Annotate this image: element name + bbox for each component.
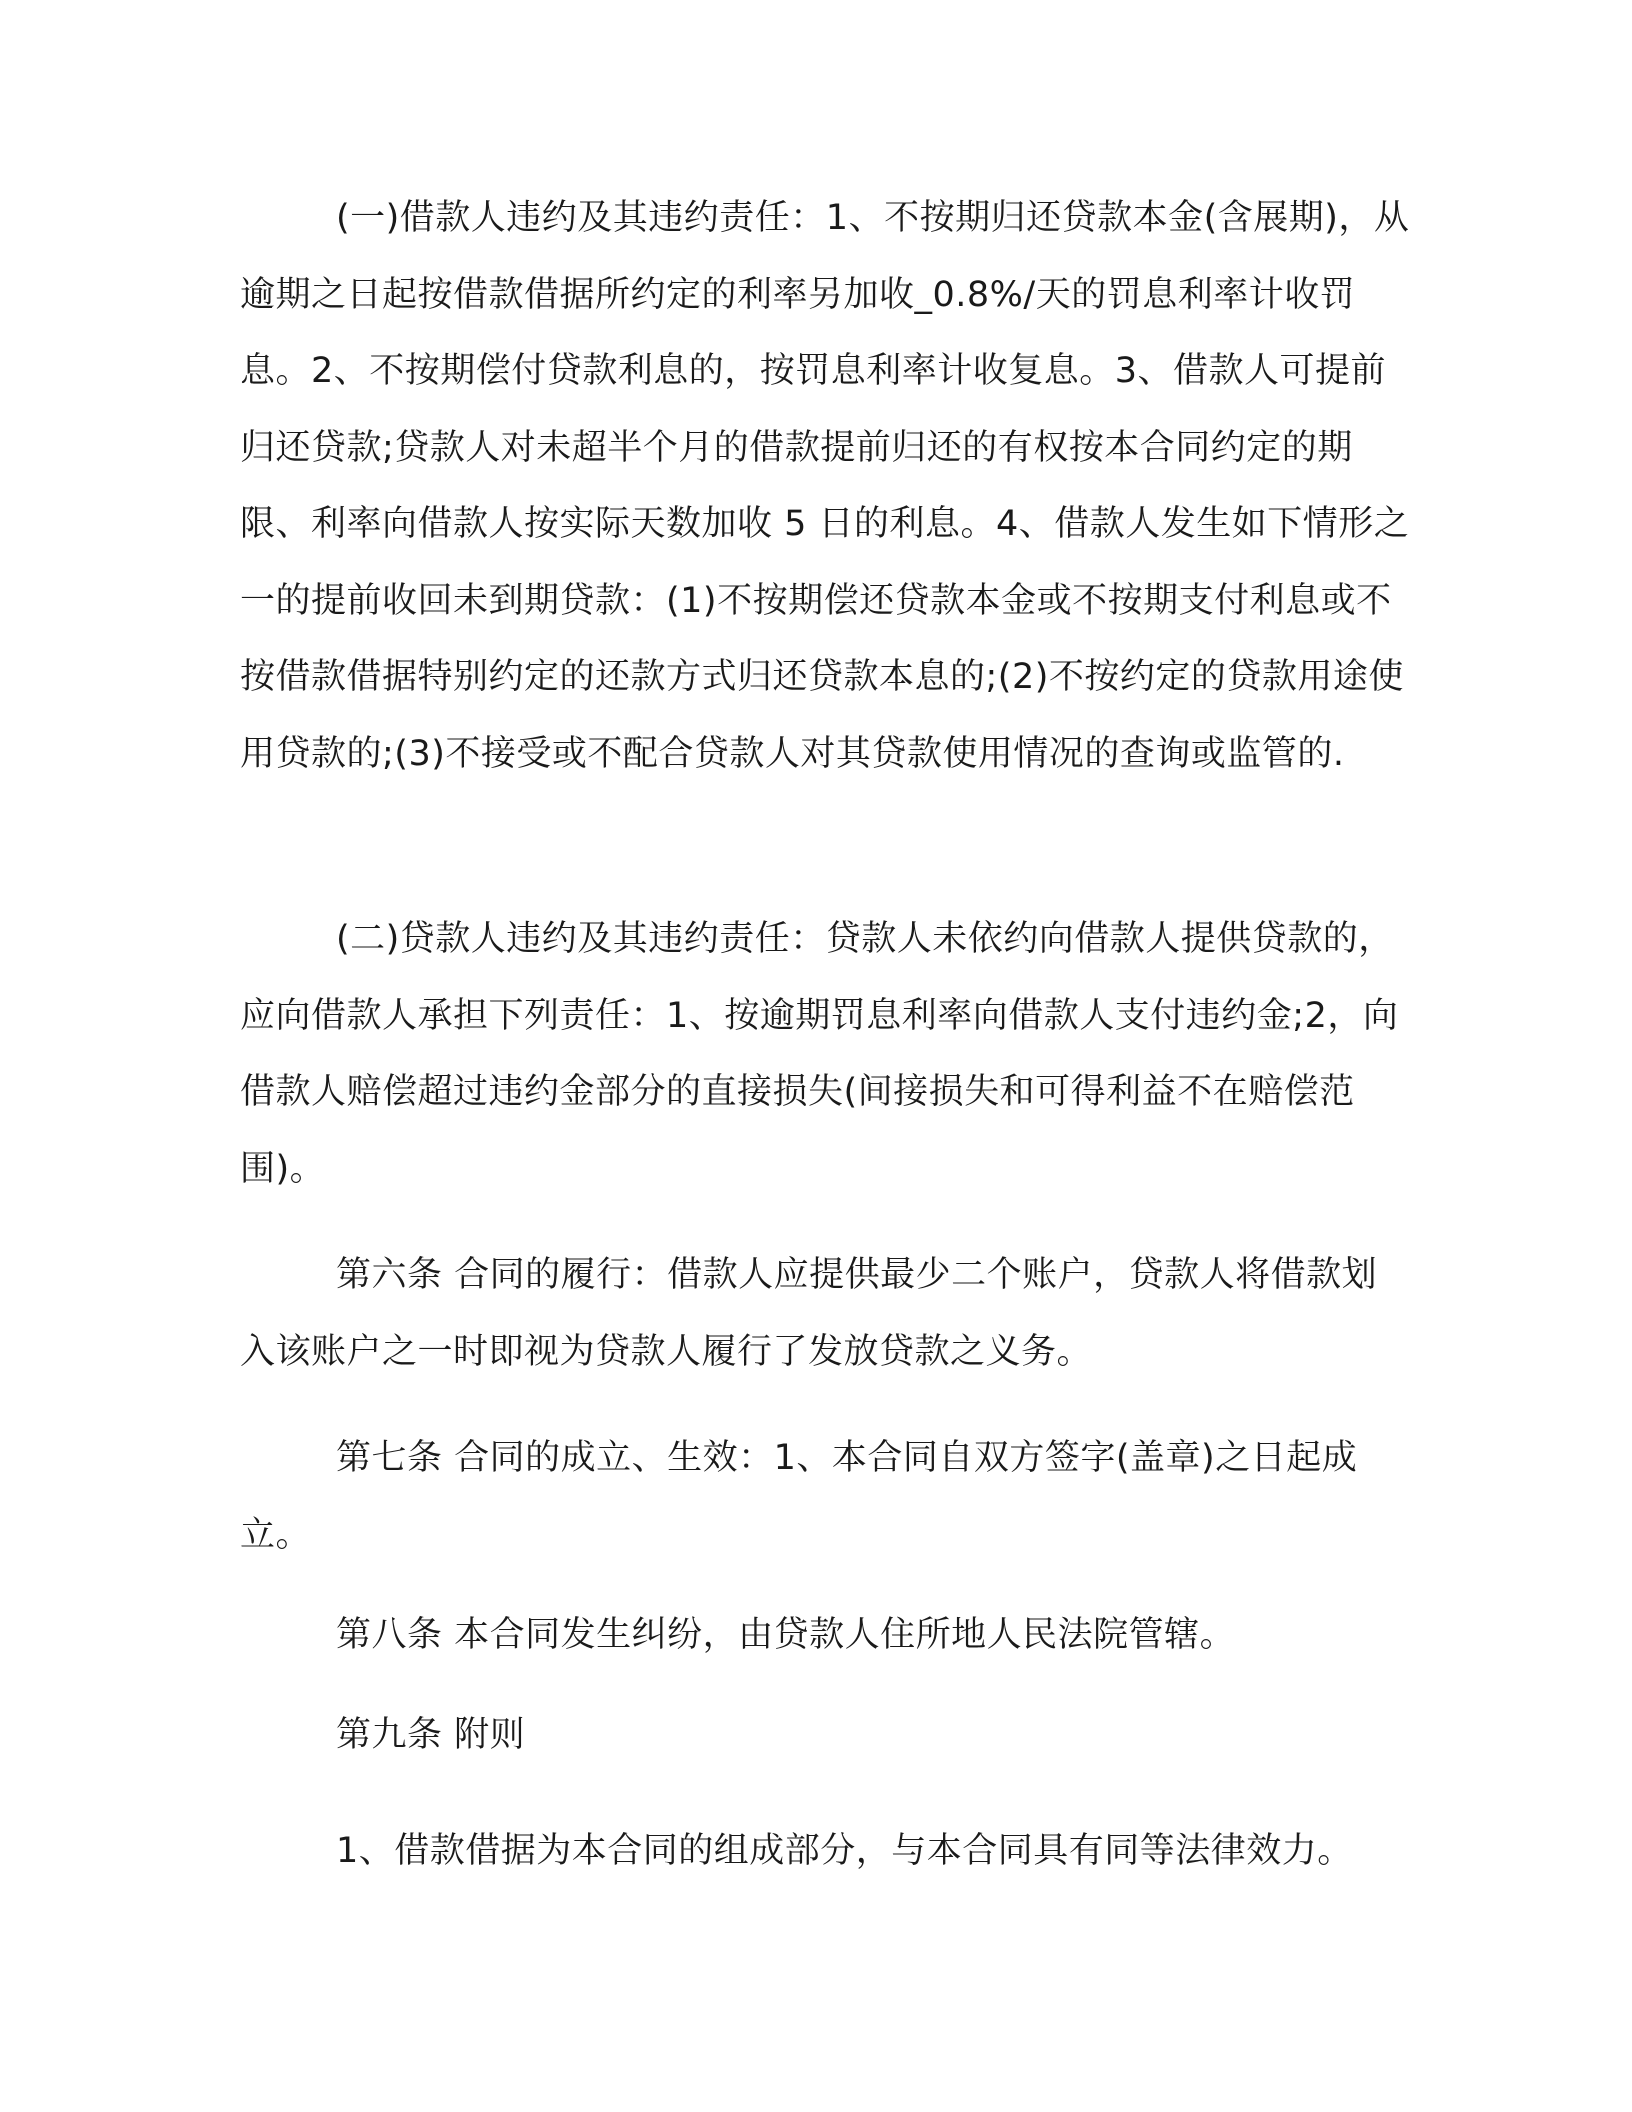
paragraph-lender-default-liability: (二)贷款人违约及其违约责任：贷款人未依约向借款人提供贷款的，应向借款人承担下列责任：1、按逾期罚息利率向借款人支付违约金;2，向借款人赔偿超过违约金部分的直接损失(间接损失和可得利益不在赔偿范围)。 xyxy=(240,919,1399,1189)
paragraph-borrower-default-liability: (一)借款人违约及其违约责任：1、不按期归还贷款本金(含展期)，从逾期之日起按借款借据所约定的利率另加收_0.8%/天的罚息利率计收罚息。2、不按期偿付贷款利息的，按罚息利率计收复息。3、借款人可提前归还贷款;贷款人对未超半个月的借款提前归还的有权按本合同约定的期限、利率向借款人按实际天数加收 5 日的利息。4、借款人发生如下情形之一的提前收回未到期贷款：(1)不按期偿还贷款本金或不按期支付利息或不按借款借据特别约定的还款方式归还贷款本息的;(2)不按约定的贷款用途使用贷款的;(3)不接受或不配合贷款人对其贷款使用情况的查询或监管的. xyxy=(240,198,1410,774)
paragraph-article-6-performance: 第六条 合同的履行：借款人应提供最少二个账户，贷款人将借款划入该账户之一时即视为贷款人履行了发放贷款之义务。 xyxy=(240,1255,1378,1372)
paragraph-article-9-item-1: 1、借款借据为本合同的组成部分，与本合同具有同等法律效力。 xyxy=(336,1831,1353,1871)
paragraph-article-9-heading: 第九条 附则 xyxy=(336,1715,526,1755)
paragraph-article-7-effectiveness: 第七条 合同的成立、生效：1、本合同自双方签字(盖章)之日起成立。 xyxy=(240,1438,1358,1555)
paragraph-article-8-disputes: 第八条 本合同发生纠纷，由贷款人住所地人民法院管辖。 xyxy=(336,1615,1236,1655)
